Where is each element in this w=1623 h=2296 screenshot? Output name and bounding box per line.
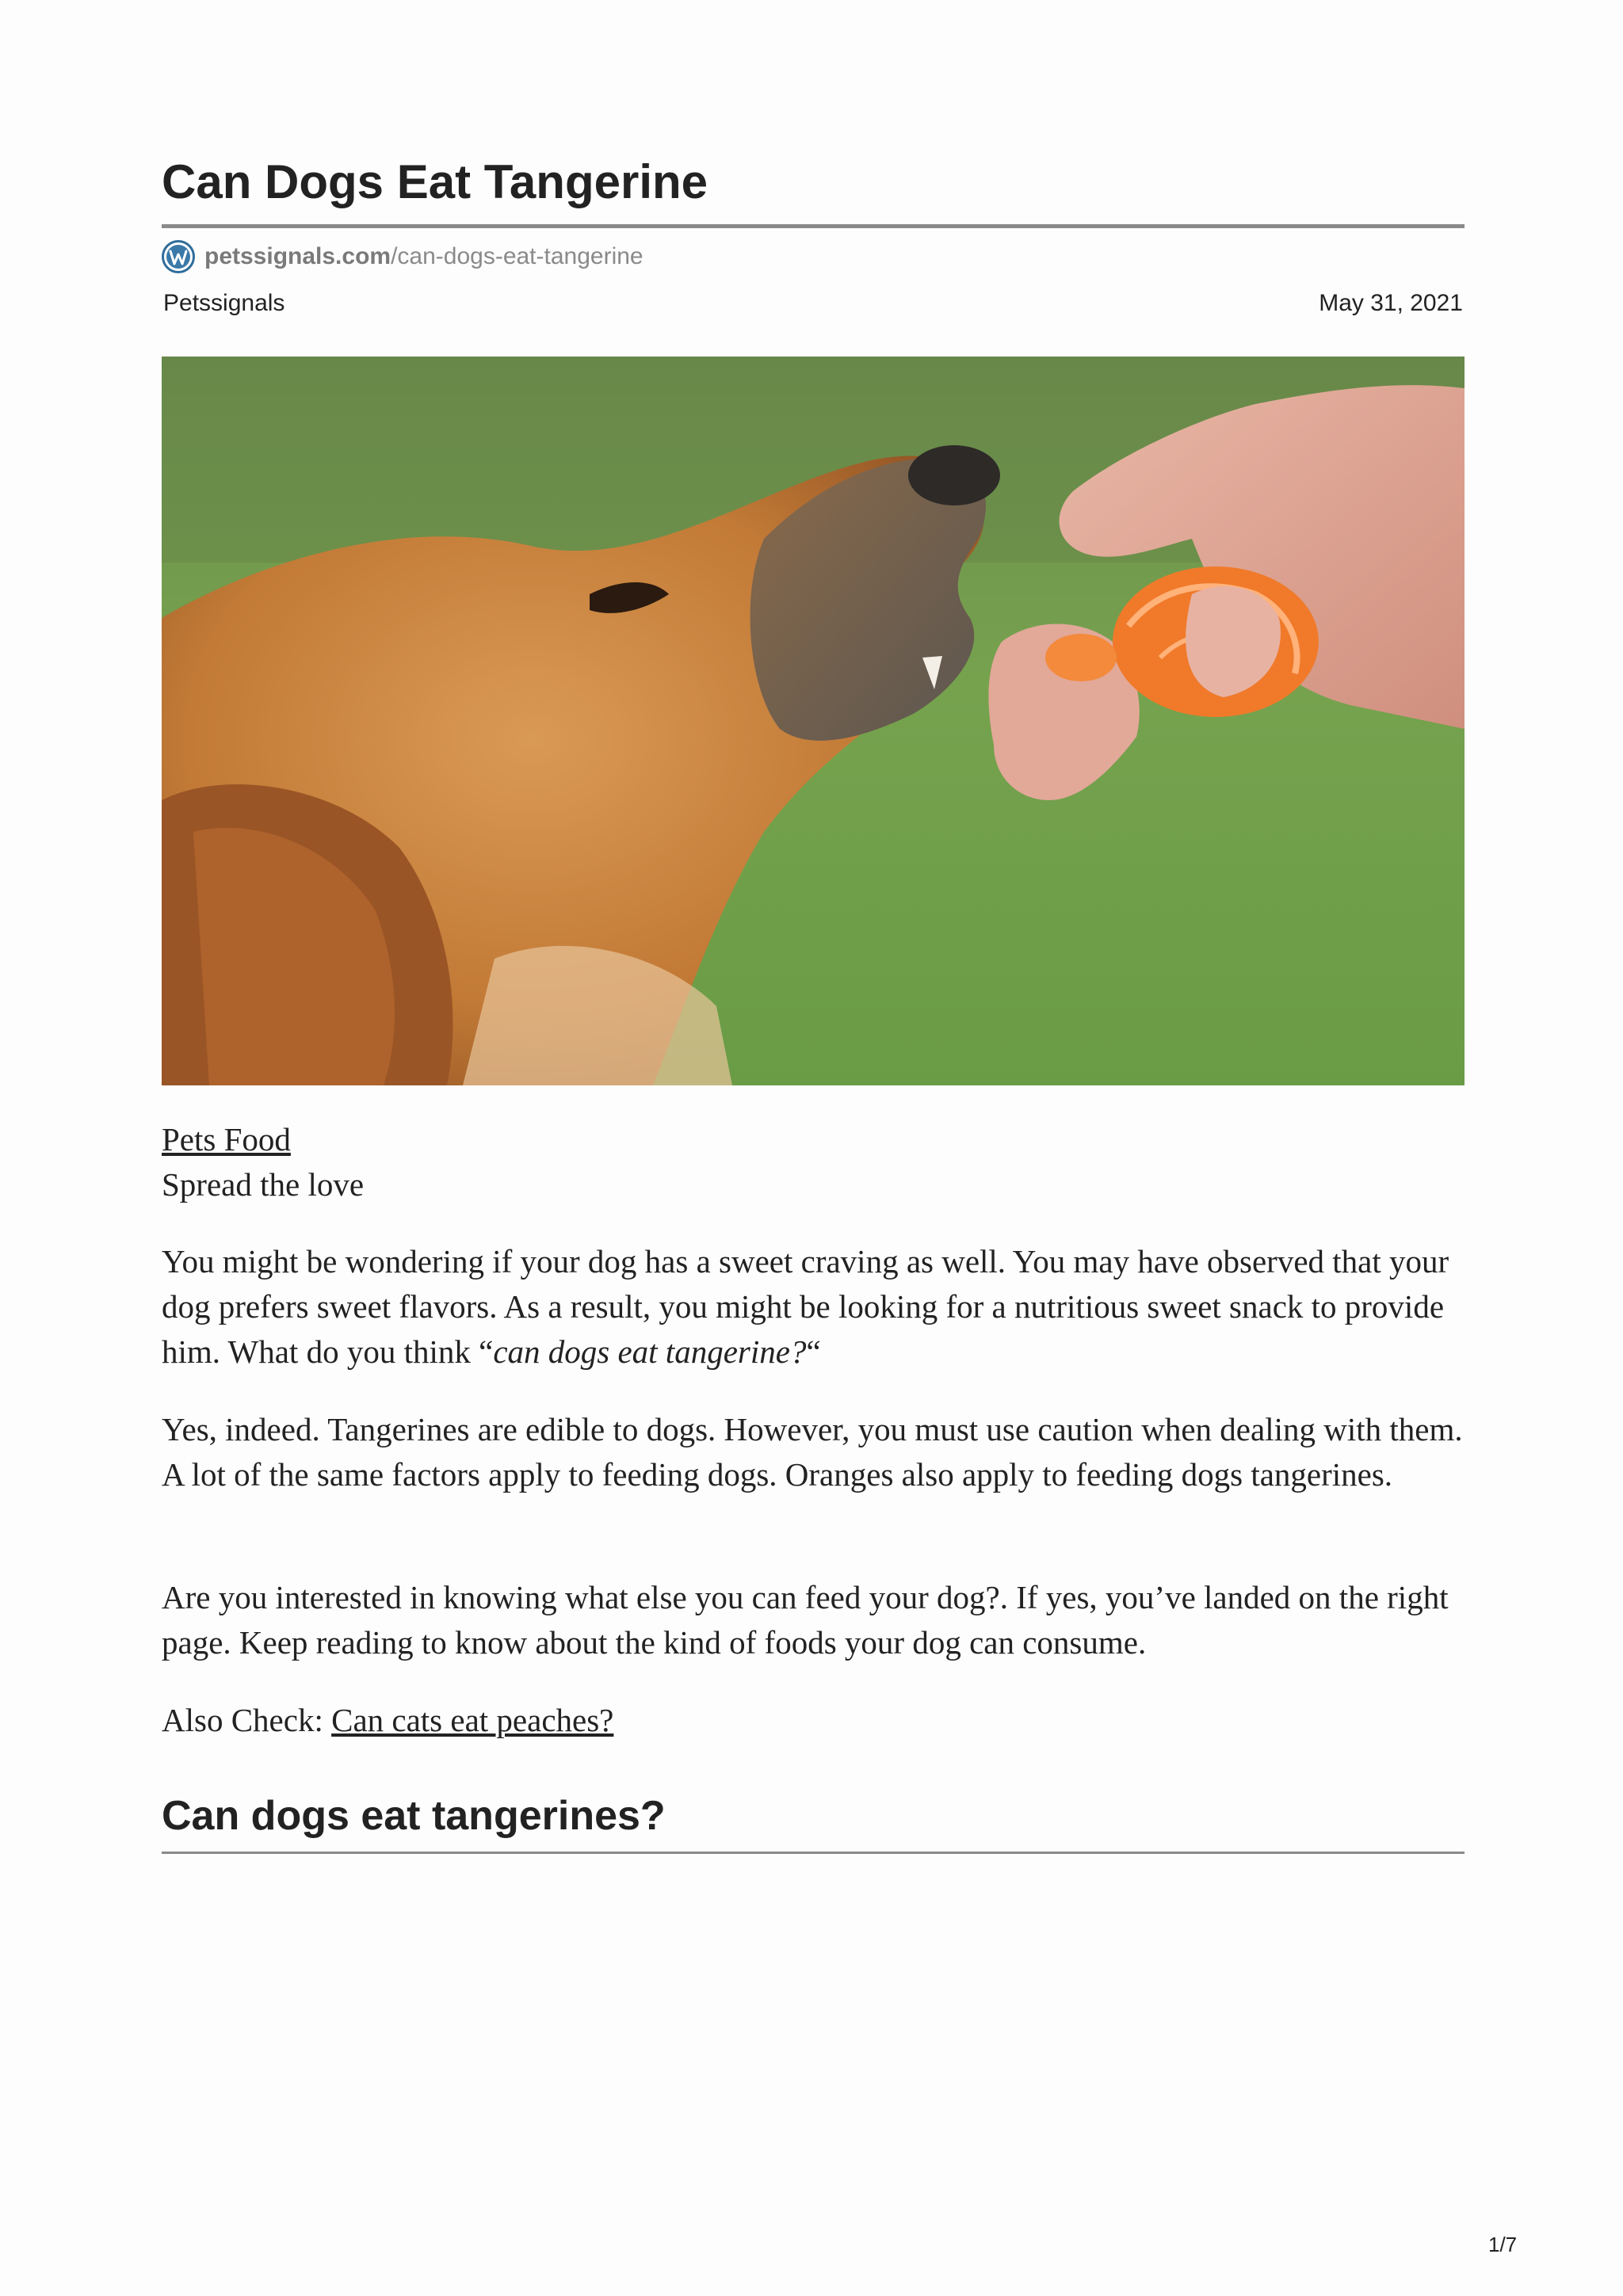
- also-check: [162, 1698, 1477, 1743]
- page-number: 1/7: [1488, 2233, 1518, 2256]
- source-domain[interactable]: petssignals.com: [204, 243, 391, 269]
- paragraph-intro-text: You might be wondering if your dog has a sweet craving as well. You may have observed that your dog prefers sweet flavors. As a result, you might be looking for a nutritious sweet snack to provide him. What do you think “: [162, 1243, 1449, 1370]
- paragraph-more: Are you interested in knowing what else you can feed your dog?. If yes, you’ve landed on the right page. Keep reading to know about the kind of foods your dog can consume.: [162, 1579, 1449, 1661]
- wordpress-icon: [162, 240, 195, 273]
- hero-image: [162, 357, 1465, 1085]
- meta-row: [162, 290, 1465, 322]
- section-heading: Can dogs eat tangerines?: [162, 1793, 666, 1839]
- article-title: Can Dogs Eat Tangerine: [162, 155, 708, 208]
- paragraph-intro-close-quote: “: [806, 1333, 821, 1370]
- title-divider: [162, 224, 1465, 228]
- source-path[interactable]: /can-dogs-eat-tangerine: [391, 243, 643, 269]
- section-divider: [162, 1852, 1465, 1854]
- spread-the-love: Spread the love: [162, 1166, 365, 1203]
- source-line[interactable]: [162, 239, 643, 274]
- paragraph-intro: [162, 1239, 1477, 1375]
- paragraph-answer: Yes, indeed. Tangerines are edible to dogs. However, you must use caution when dealing with them. A lot of the same factors apply to feeding dogs. Oranges also apply to feeding dogs tangerines.: [162, 1411, 1463, 1493]
- category-link[interactable]: Pets Food: [162, 1121, 291, 1158]
- also-check-label: Also Check:: [162, 1702, 332, 1738]
- publish-date: May 31, 2021: [1319, 290, 1463, 316]
- author-name: Petssignals: [163, 290, 285, 316]
- also-check-link[interactable]: Can cats eat peaches?: [331, 1702, 614, 1738]
- paragraph-intro-emphasis: can dogs eat tangerine?: [493, 1333, 807, 1370]
